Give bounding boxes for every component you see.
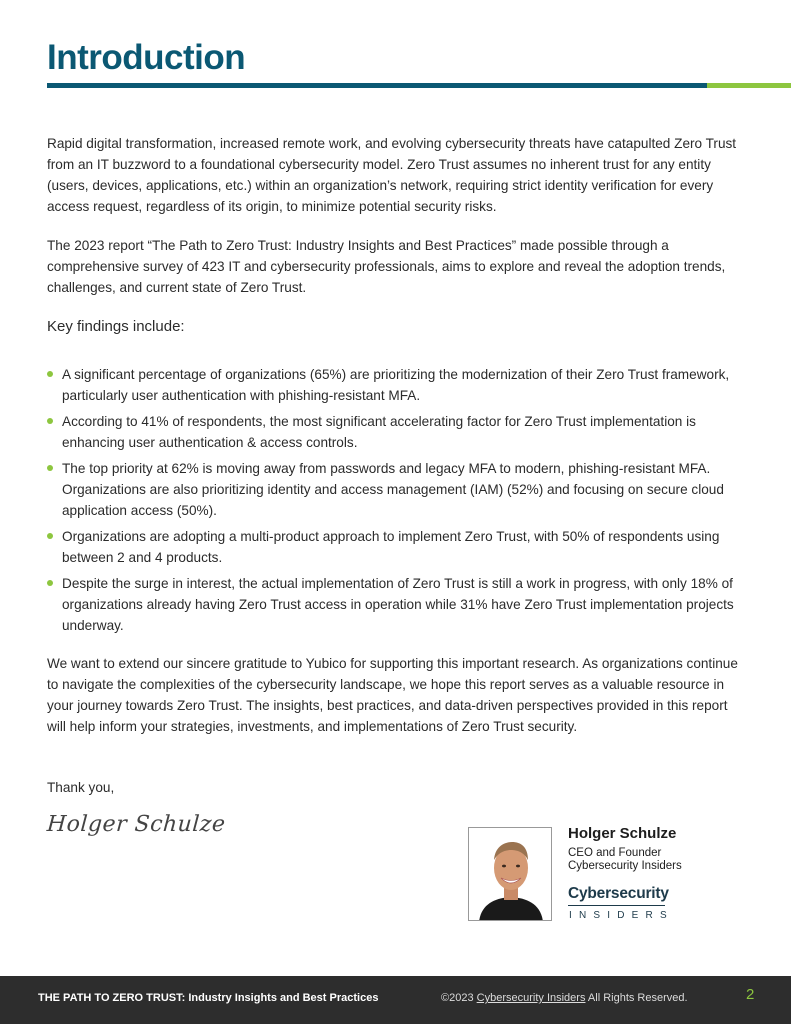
footer-report-title: THE PATH TO ZERO TRUST: Industry Insights and Best Practices bbox=[38, 992, 379, 1004]
handwritten-signature: Holger Schulze bbox=[46, 812, 227, 837]
author-company: Cybersecurity Insiders bbox=[568, 860, 682, 872]
logo-divider bbox=[568, 905, 665, 906]
finding-text: According to 41% of respondents, the most significant accelerating factor for Zero Trust implementation is enhancing user authentication & access controls. bbox=[62, 414, 696, 450]
key-findings-heading: Key findings include: bbox=[47, 318, 185, 335]
title-rule bbox=[47, 83, 791, 88]
finding-item bbox=[47, 411, 747, 453]
author-photo bbox=[468, 827, 552, 921]
copyright-link[interactable]: Cybersecurity Insiders bbox=[476, 992, 586, 1004]
closing-text: Thank you, bbox=[47, 780, 115, 795]
author-name: Holger Schulze bbox=[568, 825, 677, 842]
author-title: CEO and Founder bbox=[568, 847, 662, 859]
bullet-dot-icon bbox=[47, 418, 53, 424]
copyright-prefix: ©2023 bbox=[441, 992, 477, 1004]
finding-item bbox=[47, 526, 747, 568]
key-findings-list bbox=[47, 364, 747, 641]
page-title: Introduction bbox=[47, 38, 246, 77]
logo-wordmark-bottom: INSIDERS bbox=[569, 910, 674, 921]
footer-copyright bbox=[441, 992, 688, 1004]
finding-text: The top priority at 62% is moving away from passwords and legacy MFA to modern, phishing-resistant MFA. Organizations are also prioritizing identity and access management (IAM) (52%) and focusing on secure cloud application access (50%). bbox=[62, 461, 724, 518]
finding-item bbox=[47, 573, 747, 636]
gratitude-paragraph: We want to extend our sincere gratitude to Yubico for supporting this important research. As organizations continue to navigate the complexities of the cybersecurity landscape, we hope this report serves as a valuable resource in your journey towards Zero Trust. The insights, best practices, and data-driven perspectives provided in this report will help inform your strategies, investments, and implementations of Zero Trust security. bbox=[47, 656, 738, 734]
logo-wordmark-top: Cybersecurity bbox=[568, 885, 669, 902]
bullet-dot-icon bbox=[47, 465, 53, 471]
finding-item bbox=[47, 458, 747, 521]
intro-paragraph-1: Rapid digital transformation, increased remote work, and evolving cybersecurity threats have catapulted Zero Trust from an IT buzzword to a foundational cybersecurity model. Zero Trust assumes no inherent trust for any entity (users, devices, applications, etc.) within an organization’s network, requiring strict identity verification for every access request, regardless of its origin, to minimize potential security risks. bbox=[47, 136, 737, 214]
page-footer bbox=[0, 976, 791, 1024]
bullet-dot-icon bbox=[47, 371, 53, 377]
page-number: 2 bbox=[746, 986, 755, 1003]
finding-item bbox=[47, 364, 747, 406]
title-rule-primary bbox=[47, 83, 707, 88]
copyright-suffix: All Rights Reserved. bbox=[585, 992, 688, 1004]
intro-paragraph-2: The 2023 report “The Path to Zero Trust: Industry Insights and Best Practices” made possible through a comprehensive survey of 423 IT and cybersecurity professionals, aims to explore and reveal the adoption trends, challenges, and current state of Zero Trust. bbox=[47, 238, 726, 295]
finding-text: Despite the surge in interest, the actual implementation of Zero Trust is still a work in progress, with only 18% of organizations already having Zero Trust access in operation while 31% have Zero Trust implementation projects underway. bbox=[62, 576, 734, 633]
title-rule-accent bbox=[707, 83, 791, 88]
bullet-dot-icon bbox=[47, 533, 53, 539]
bullet-dot-icon bbox=[47, 580, 53, 586]
finding-text: Organizations are adopting a multi-product approach to implement Zero Trust, with 50% of respondents using between 2 and 4 products. bbox=[62, 529, 720, 565]
finding-text: A significant percentage of organizations (65%) are prioritizing the modernization of their Zero Trust framework, particularly user authentication with phishing-resistant MFA. bbox=[62, 367, 730, 403]
